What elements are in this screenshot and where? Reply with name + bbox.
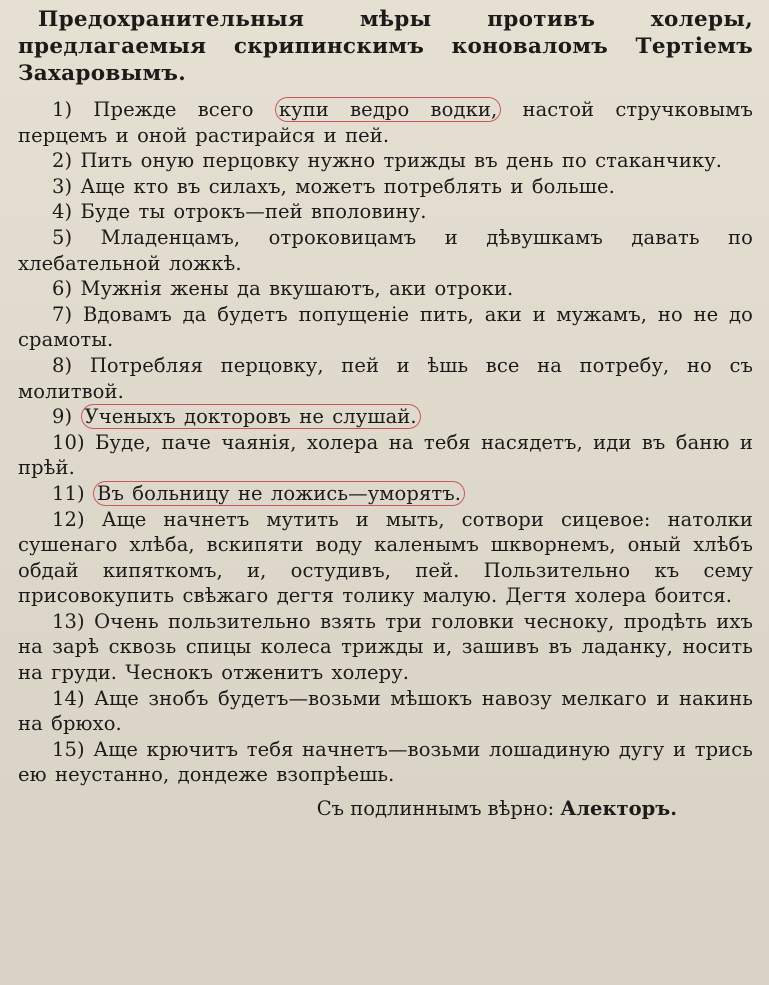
item-text: 8) Потребляя перцовку, пей и ѣшь все на потребу, но съ молитвой. [18,353,753,403]
remedies-list [18,97,753,788]
list-item [18,686,753,737]
list-item [18,199,753,225]
list-item [18,174,753,200]
item-text: 15) Аще крючитъ тебя начнетъ—возьми лошадиную дугу и трись ею неустанно, дондеже взопрѣешь. [18,737,753,787]
item-text-rest: настой стручковымъ перцемъ и оной растирайся и пей. [18,98,753,147]
list-item [18,737,753,788]
item-text: 9) [52,405,81,429]
highlighted-text: купи ведро водки, [275,97,501,122]
highlighted-text: Въ больницу не ложись—уморятъ. [93,481,465,506]
list-item [18,225,753,276]
item-text: 11) [52,481,94,505]
item-text: 6) Мужнія жены да вкушаютъ, аки отроки. [52,277,514,301]
item-text: 3) Аще кто въ силахъ, можетъ потреблять и больше. [52,174,615,198]
list-item [18,353,753,404]
signature-line [18,796,753,822]
item-text: 4) Буде ты отрокъ—пей вполовину. [52,200,427,224]
list-item [18,507,753,609]
list-item [18,481,753,507]
item-text: 12) Аще начнетъ мутить и мыть, сотвори сицевое: натолки сушенаго хлѣба, вскипяти воду каленымъ шкворнемъ, оный хлѣбъ обдай кипяткомъ, и, остудивъ, пей. Пользительно къ сему присовокупить свѣжаго дегтя толику малую. Дегтя холера боится. [18,507,753,608]
list-item [18,404,753,430]
signature-name: Алекторъ. [560,797,677,821]
item-text: 7) Вдовамъ да будетъ попущеніе пить, аки и мужамъ, но не до срамоты. [18,302,753,352]
list-item [18,609,753,686]
list-item [18,148,753,174]
highlighted-text: Ученыхъ докторовъ не слушай. [81,404,421,429]
item-text: 5) Младенцамъ, отроковицамъ и дѣвушкамъ давать по хлебательной ложкѣ. [18,225,753,275]
item-text: 2) Пить оную перцовку нужно трижды въ день по стаканчику. [52,149,723,173]
list-item [18,276,753,302]
item-text: 10) Буде, паче чаянія, холера на тебя насядетъ, иди въ баню и прѣй. [18,430,753,480]
list-item [18,302,753,353]
document-title: Предохранительныя мѣры противъ холеры, предлагаемыя скрипинскимъ коноваломъ Тертіемъ Захаровымъ. [18,7,753,86]
item-text: 1) Прежде всего [52,98,275,121]
item-text: 13) Очень пользительно взять три головки чесноку, продѣть ихъ на зарѣ сквозь спицы колеса трижды и, зашивъ въ ладанку, носить на груди. Чеснокъ отженитъ холеру. [18,609,753,685]
list-item [18,97,753,148]
item-text: 14) Аще знобъ будетъ—возьми мѣшокъ навозу мелкаго и накинь на брюхо. [18,686,753,736]
signature-text: Съ подлиннымъ вѣрно: [316,797,561,821]
list-item [18,430,753,481]
